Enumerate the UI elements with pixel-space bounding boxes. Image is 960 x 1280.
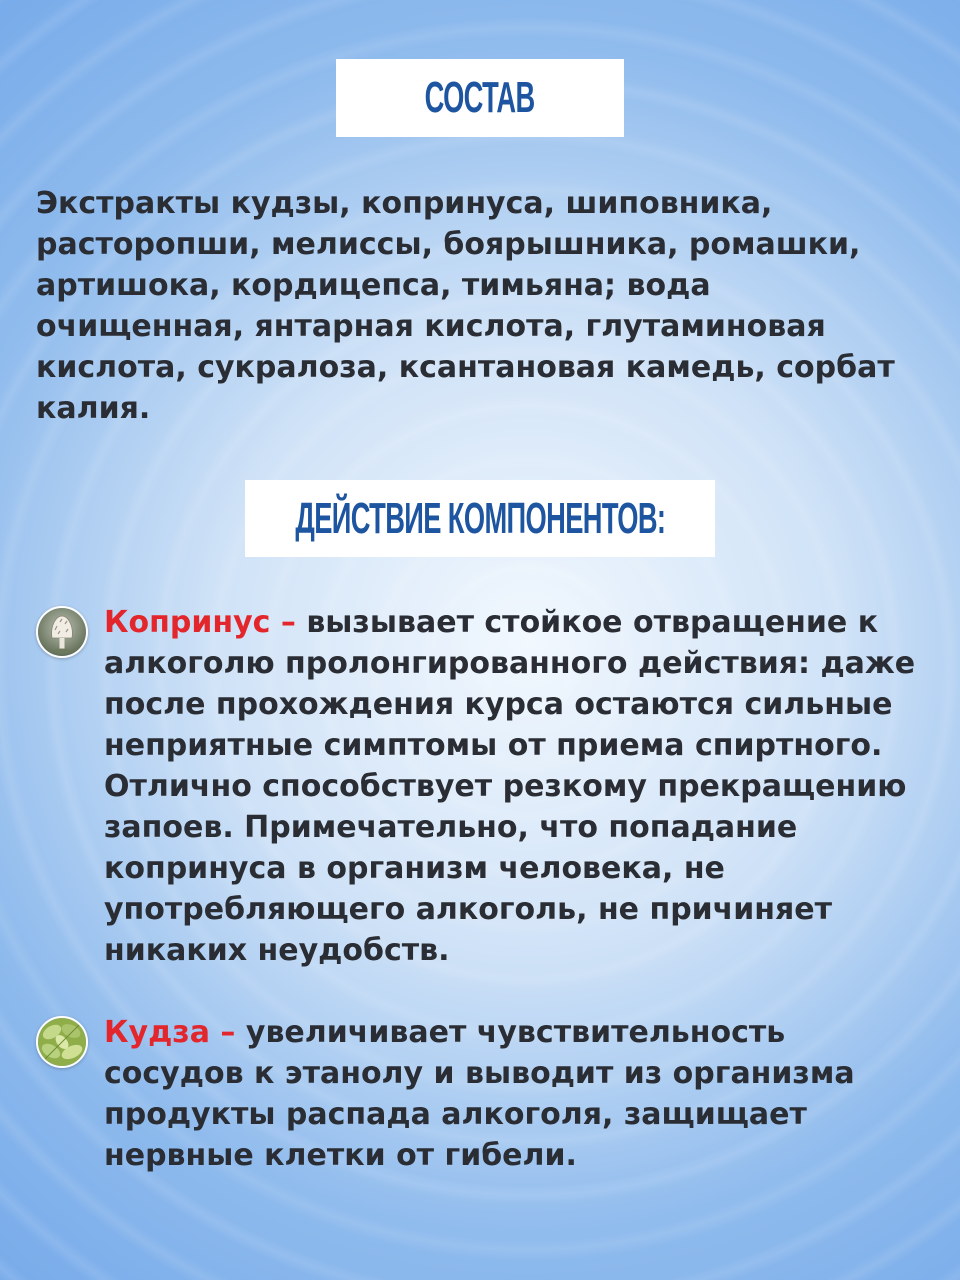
component-item-coprinus: [36, 602, 936, 982]
component-description-coprinus: [104, 602, 934, 971]
component-text-coprinus: вызывает стойкое отвращение к алкоголю пролонгированного действия: даже после прохождения курса остаются сильные неприятные симптомы от приема спиртного. Отлично способствует резкому прекращению запоев. Примечательно, что попадание копринуса в организм человека, не употребляющего алкоголь, не причиняет никаких неудобств.: [104, 605, 916, 968]
component-item-kudzu: [36, 1012, 936, 1182]
component-name-coprinus: Копринус: [104, 605, 271, 640]
component-description-kudzu: [104, 1012, 934, 1176]
components-title: ДЕЙСТВИЕ КОМПОНЕНТОВ:: [295, 493, 666, 543]
component-name-kudzu: Кудза: [104, 1015, 210, 1050]
component-dash-kudzu: –: [209, 1015, 236, 1050]
component-text-kudzu: увеличивает чувствительность сосудов к этанолу и выводит из организма продукты распада алкоголя, защищает нервные клетки от гибели.: [104, 1015, 855, 1173]
leaf-icon: [36, 1016, 88, 1068]
composition-title-banner: [336, 59, 624, 137]
component-dash-coprinus: –: [270, 605, 296, 640]
composition-title: СОСТАВ: [425, 73, 535, 122]
composition-text: Экстракты кудзы, копринуса, шиповника, расторопши, мелиссы, боярышника, ромашки, артишока, кордицепса, тимьяна; вода очищенная, янтарная кислота, глутаминовая кислота, сукралоза, ксантановая камедь, сорбат калия.: [36, 186, 895, 426]
mushroom-icon: [36, 606, 88, 658]
components-title-banner: [245, 480, 715, 557]
